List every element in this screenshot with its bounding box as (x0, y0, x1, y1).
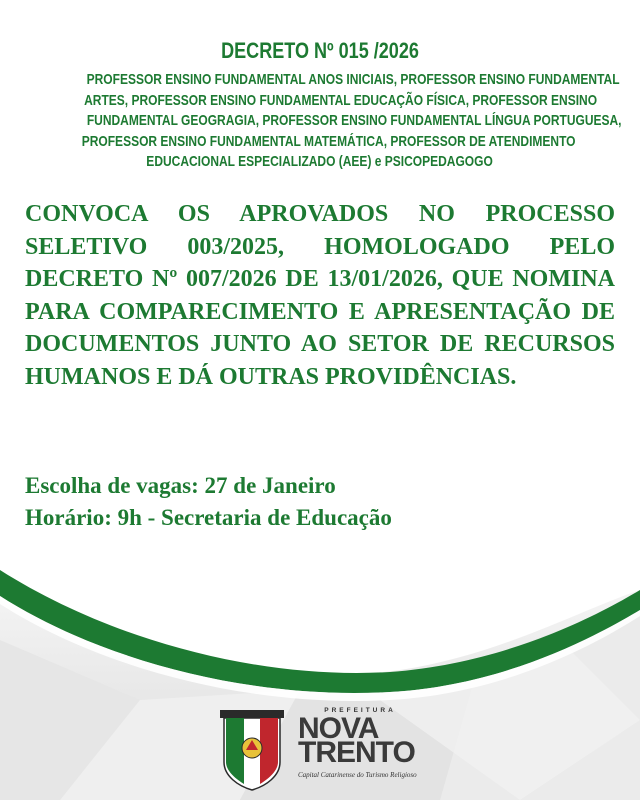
vacancy-choice-date: Escolha de vagas: 27 de Janeiro (25, 473, 336, 498)
schedule-time-location: Horário: 9h - Secretaria de Educação (25, 505, 392, 530)
subtitle-line: EDUCACIONAL ESPECIALIZADO (AEE) e PSICOPEDAGOGO (146, 153, 494, 170)
subtitle-line: PROFESSOR ENSINO FUNDAMENTAL ANOS INICIAIS, PROFESSOR ENSINO FUNDAMENTAL (86, 71, 620, 88)
subtitle-line: PROFESSOR ENSINO FUNDAMENTAL MATEMÁTICA, PROFESSOR DE ATENDIMENTO (81, 132, 576, 150)
brand-name-nova: NOVA (298, 712, 379, 745)
brand-prefeitura: PREFEITURA (324, 707, 396, 714)
brand-tagline: Capital Catarinense do Turismo Religioso (298, 771, 417, 779)
brand-name-trento: TRENTO (298, 736, 415, 769)
decree-body: CONVOCA OS APROVADOS NO PROCESSO SELETIVO 003/2025, HOMOLOGADO PELO DECRETO Nº 007/2026 DE 13/01/2026, QUE NOMINA PARA COMPARECIMENTO E APRESENTAÇÃO DE DOCUMENTOS JUNTO AO SETOR DE RECURSOS HUMANOS E DÁ OUTRAS PROVIDÊNCIAS. (25, 201, 615, 390)
decree-subtitle (20, 70, 620, 173)
schedule-info (25, 470, 615, 534)
decree-title: DECRETO Nº 015 /2026 (221, 38, 419, 63)
subtitle-line: FUNDAMENTAL GEOGRAGIA, PROFESSOR ENSINO FUNDAMENTAL LÍNGUA PORTUGUESA, (86, 112, 622, 129)
subtitle-line: ARTES, PROFESSOR ENSINO FUNDAMENTAL EDUCAÇÃO FÍSICA, PROFESSOR ENSINO (84, 91, 598, 109)
